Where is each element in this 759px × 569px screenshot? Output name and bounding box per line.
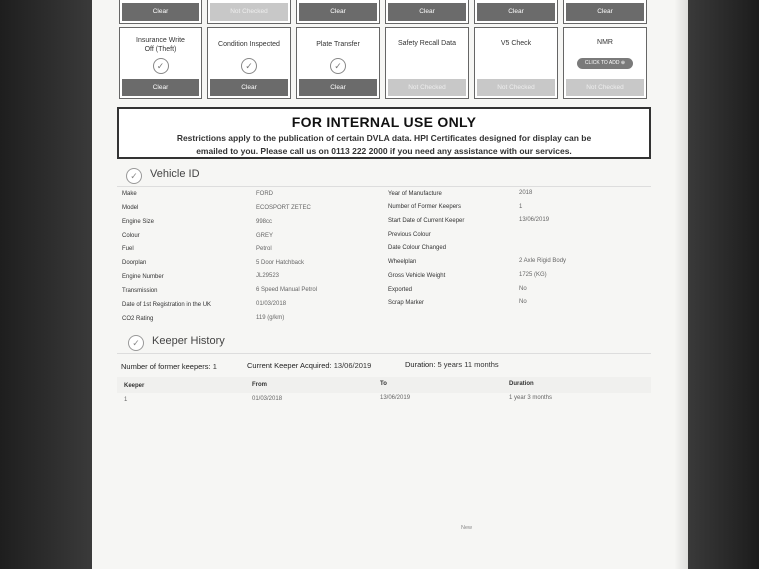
internal-use-notice [117,107,651,159]
check-tile-safety-recall [385,27,469,99]
background-left [0,0,92,569]
field-label: Number of Former Keepers [388,204,462,210]
status-bar: Clear [299,3,377,21]
field-value: JL29523 [256,273,280,279]
field-label: Exported [388,287,413,293]
field-value: 998cc [256,219,273,225]
status-bar: Clear [477,3,555,21]
field-value: No [519,299,527,305]
tile-title: NMR [597,39,613,46]
check-tile-top-2 [207,0,291,24]
background-right [688,0,759,569]
acquired-label: Current Keeper Acquired: [247,361,332,370]
field-label: Colour [122,233,140,239]
keeper-history-header [128,335,328,355]
notice-body [119,132,649,158]
field-label: Date of 1st Registration in the UK [122,302,212,308]
field-label: Transmission [122,288,158,294]
field-label: Doorplan [122,260,147,266]
field-value: Petrol [256,246,272,252]
field-label: Year of Manufacture [388,191,442,197]
tile-title: Insurance Write Off (Theft) [136,37,185,53]
current-keeper-acquired [247,361,371,370]
field-label: Make [122,191,137,197]
status-bar: Not Checked [477,79,555,96]
status-bar: Not Checked [566,79,644,96]
tile-title: Safety Recall Data [398,40,456,47]
field-value: GREY [256,233,274,239]
field-value: 01/03/2018 [256,301,287,307]
field-value: 1725 (KG) [519,272,547,278]
field-value: No [519,286,527,292]
notice-line-2: emailed to you. Please call us on 0113 222 2000 if you need any assistance with our services. [196,146,572,156]
table-cell-keeper: 1 [124,397,128,403]
check-tile-v5-check [474,27,558,99]
field-value: 2018 [519,190,533,196]
field-value: 5 Door Hatchback [256,260,305,266]
field-label: Wheelplan [388,259,417,265]
field-label: CO2 Rating [122,316,154,322]
field-value: 2 Axle Rigid Body [519,258,567,264]
check-tile-top-5 [474,0,558,24]
column-header-to: To [380,381,387,387]
field-label: Gross Vehicle Weight [388,273,446,279]
page-shadow [674,0,688,569]
field-label: Scrap Marker [388,300,425,306]
tile-title: Condition Inspected [218,41,280,48]
click-to-add-button[interactable] [577,58,633,69]
table-cell-from: 01/03/2018 [252,396,283,402]
notice-line-1: Restrictions apply to the publication of certain DVLA data. HPI Certificates designed for display can be [176,133,592,143]
notice-title: FOR INTERNAL USE ONLY [291,114,477,130]
former-keepers-value: 1 [212,362,217,371]
column-header-duration: Duration [509,381,534,387]
check-icon: ✓ [241,58,257,74]
check-tile-condition-inspected [207,27,291,99]
check-tile-top-3 [296,0,380,24]
check-circle-icon: ✓ [128,335,144,351]
acquired-value: 13/06/2019 [333,361,372,370]
field-label: Fuel [122,246,134,252]
field-value: FORD [256,191,273,197]
field-value: 13/06/2019 [519,217,550,223]
check-tile-plate-transfer [296,27,380,99]
tile-title: V5 Check [500,40,532,47]
duration-label: Duration: [405,360,436,369]
check-circle-icon: ✓ [126,168,142,184]
field-value: 6 Speed Manual Petrol [256,287,318,293]
check-icon: ✓ [153,58,169,74]
status-bar: Clear [122,79,199,96]
section-title: Vehicle ID [150,168,200,180]
status-bar: Clear [388,3,466,21]
section-title: Keeper History [152,335,225,347]
button-label: CLICK TO ADD [584,60,620,66]
plus-icon: ⊕ [620,60,626,66]
duration-value: 5 years 11 months [437,360,499,369]
check-icon: ✓ [330,58,346,74]
table-cell-duration: 1 year 3 months [509,395,553,401]
table-cell-to: 13/06/2019 [380,395,411,401]
field-value: ECOSPORT ZETEC [256,205,311,211]
keeper-duration [405,360,499,369]
section-divider [117,353,651,354]
status-bar: Not Checked [210,3,288,21]
field-label: Previous Colour [388,232,431,238]
status-bar: Clear [566,3,644,21]
status-bar: Clear [210,79,288,96]
status-bar: Clear [122,3,199,21]
field-label: Model [122,205,139,211]
column-header-from: From [252,382,267,388]
vehicle-id-header [126,168,326,188]
page-footer: New [461,525,473,531]
check-tile-top-6 [563,0,647,24]
status-bar: Not Checked [388,79,466,96]
field-label: Engine Number [122,274,164,280]
section-divider [117,186,651,187]
field-value: 119 (g/km) [256,315,285,321]
former-keepers-summary [121,362,217,371]
check-tile-nmr [563,27,647,99]
check-tile-top-4 [385,0,469,24]
field-label: Start Date of Current Keeper [388,218,465,224]
check-tile-top-1 [119,0,202,24]
former-keepers-label: Number of former keepers: [121,362,211,371]
field-label: Engine Size [122,219,155,225]
field-value: 1 [519,204,523,210]
field-label: Date Colour Changed [388,245,447,251]
column-header-keeper: Keeper [124,383,145,389]
tile-title: Plate Transfer [316,41,360,48]
check-tile-insurance-write-off [119,27,202,99]
status-bar: Clear [299,79,377,96]
